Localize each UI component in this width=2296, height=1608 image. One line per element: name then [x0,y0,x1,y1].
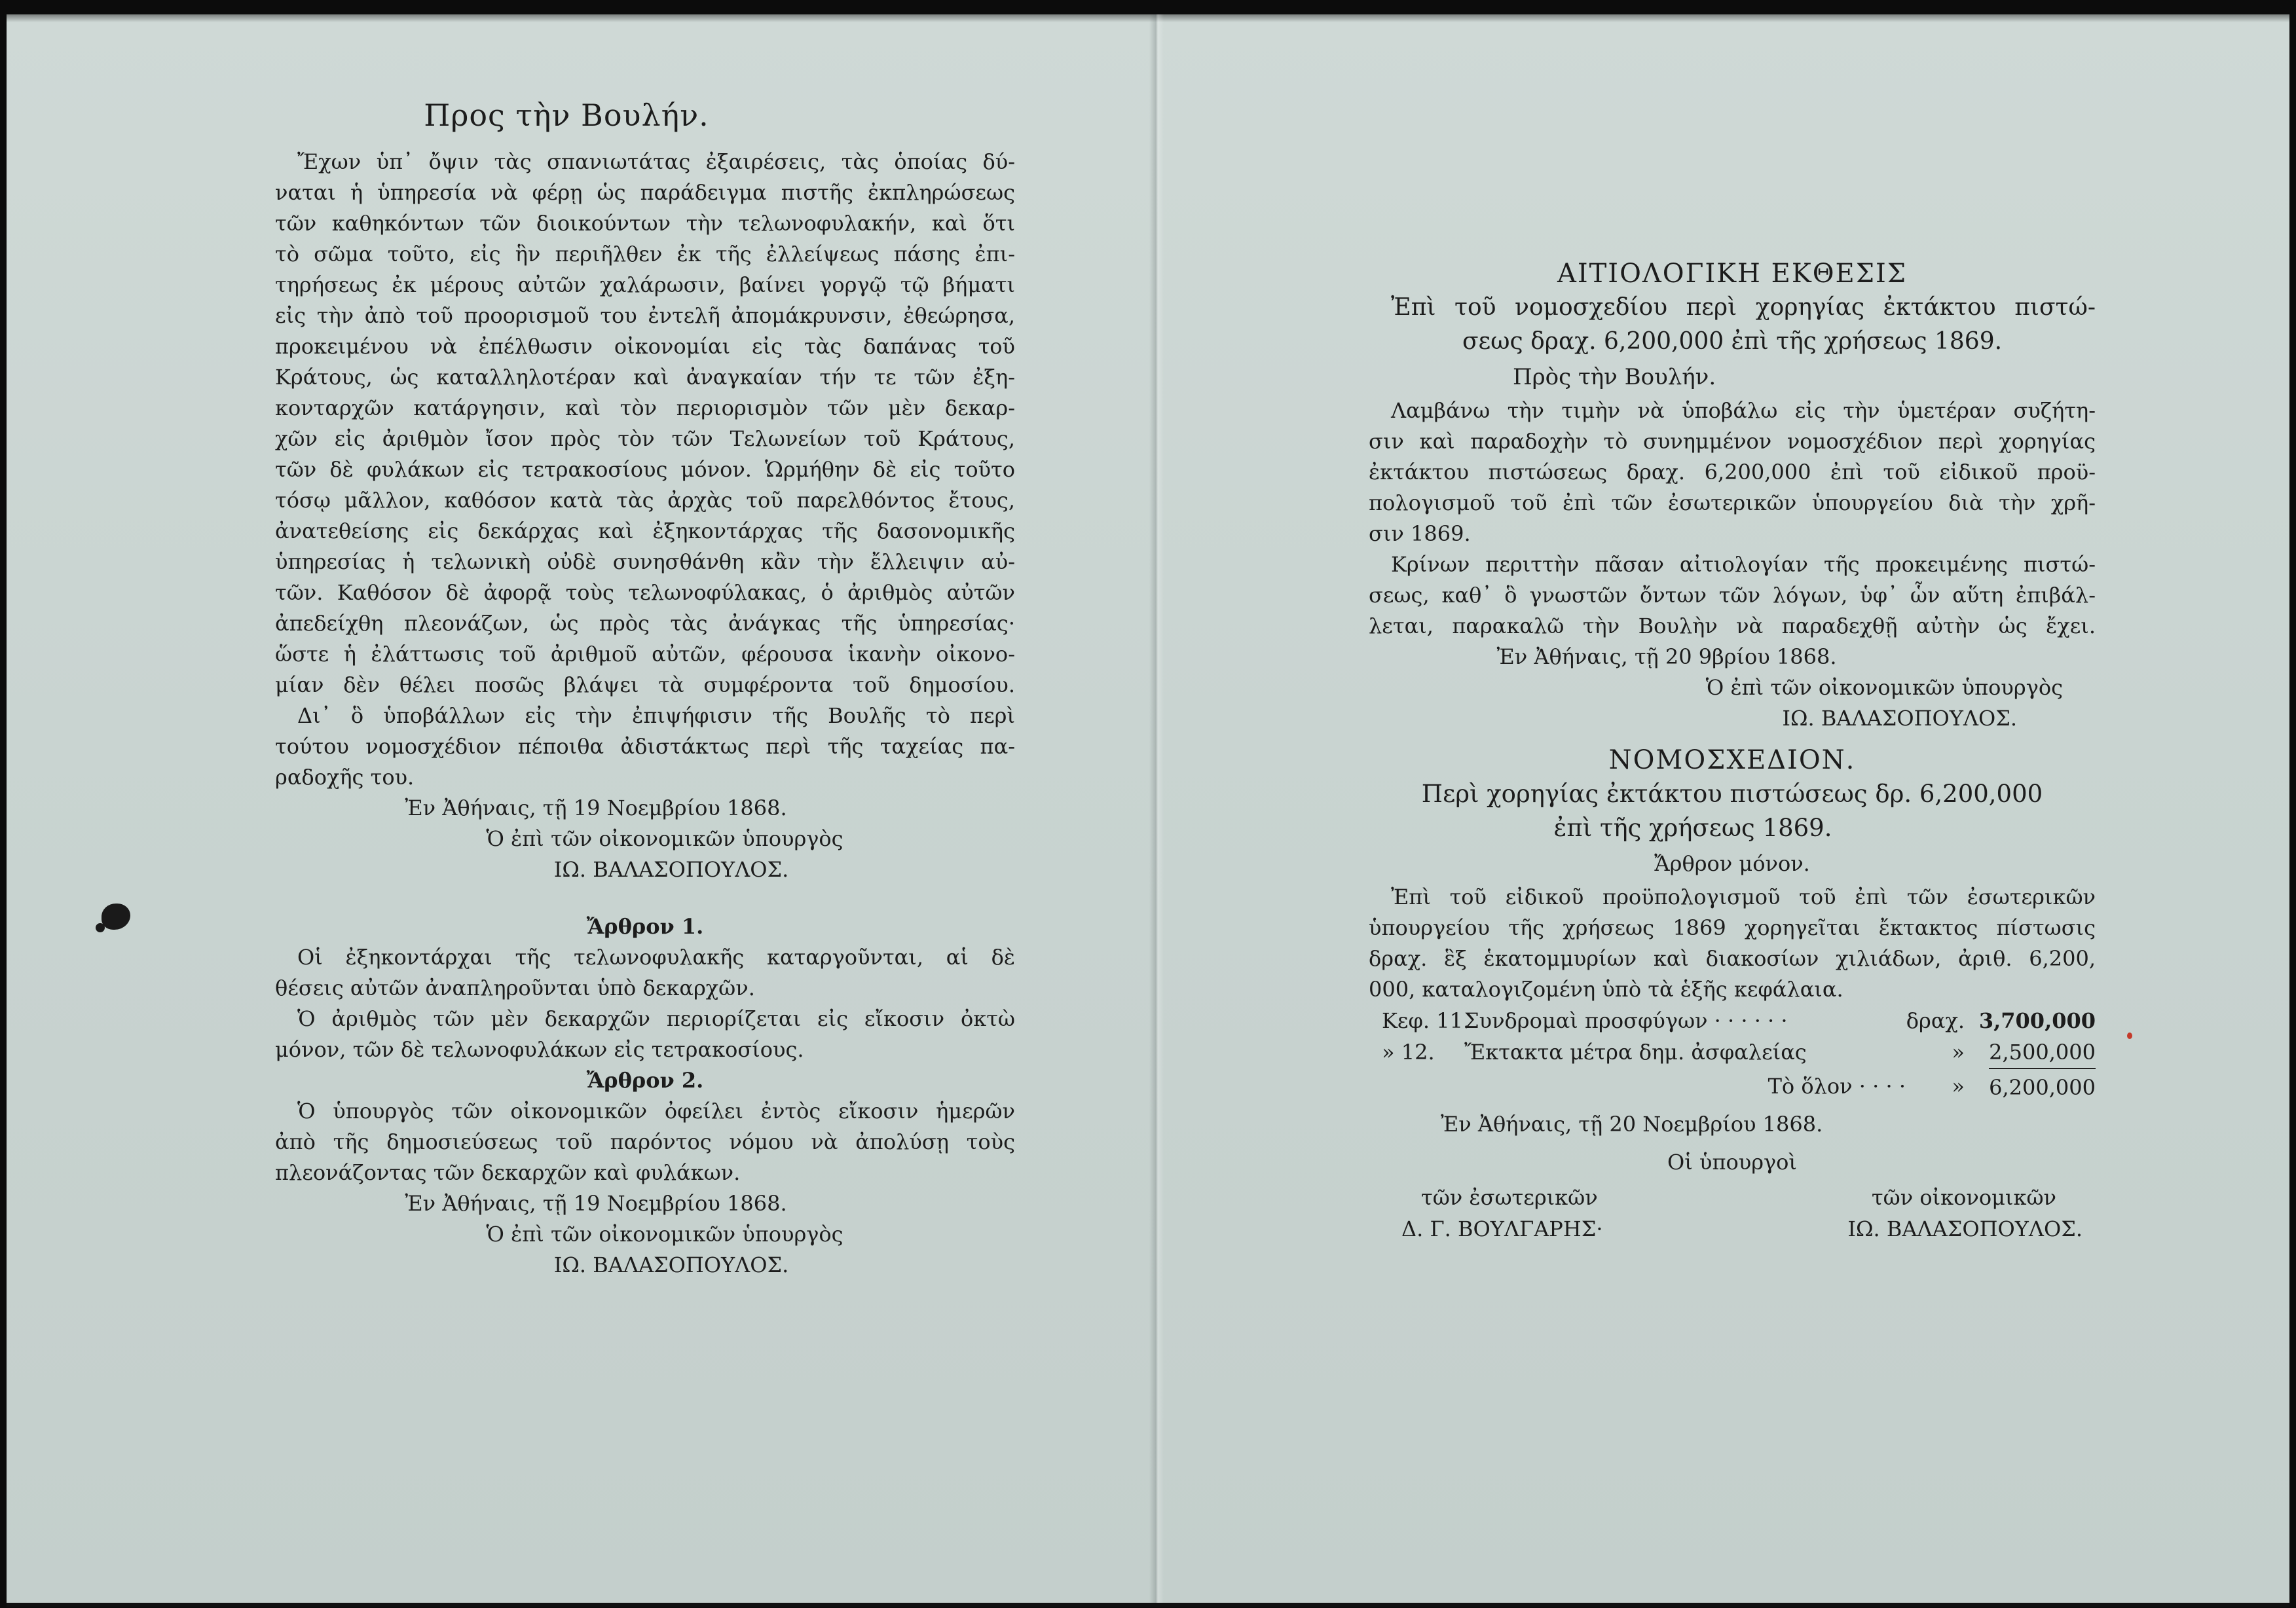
right-minister-title-1: Ὁ ἐπὶ τῶν οἰκονομικῶν ὑπουργὸς [1705,675,2063,700]
bill-title-line: ἐπὶ τῆς χρήσεως 1869. [1553,814,1832,842]
text-line: μίαν δὲν θέλει ποσῶς βλάψει τὰ συμφέροντα τοῦ δημοσίου. [275,672,1015,697]
table-row [1382,1005,2096,1036]
name-interior: Δ. Γ. ΒΟΥΛΓΑΡΗΣ· [1401,1216,1603,1241]
table-row [1382,1036,2096,1068]
ink-blot [102,904,130,930]
text-line: τῶν δὲ φυλάκων εἰς τετρακοσίους μόνον. Ὡρμήθην δὲ εἰς τοῦτο [275,457,1015,482]
text-line: τῶν. Καθόσον δὲ ἀφορᾷ τοὺς τελωνοφύλακας, ὁ ἀριθμὸς αὐτῶν [275,580,1015,605]
text-line: πολογισμοῦ τοῦ ἐπὶ τῶν ἐσωτερικῶν ὑπουργείου διὰ τὴν χρῆ- [1369,490,2096,515]
right-body2-paragraph [1369,549,2096,642]
ministry-finance: τῶν οἰκονομικῶν [1871,1185,2056,1210]
left-article-2-title: Ἄρθρον 2. [586,1068,704,1093]
left-minister-name-2: ΙΩ. ΒΑΛΑΣΟΠΟΥΛΟΣ. [553,1252,789,1277]
description-cell: Συνδρομαὶ προσφύγων · · · · · · [1464,1008,1788,1033]
text-line: ὑπηρεσίας ἡ τελωνικὴ οὐδὲ συνησθάνθη κἂν τὴν ἔλλειψιν αὐ- [275,549,1015,574]
right-subheading-line: Ἐπὶ τοῦ νομοσχεδίου περὶ χορηγίας ἐκτάκτου πιστώ- [1391,294,2096,321]
text-line: Δι᾽ ὃ ὑποβάλλων εἰς τὴν ἐπιψήφισιν τῆς Βουλῆς τὸ περὶ [297,703,1015,728]
left-minister-title-2: Ὁ ἐπὶ τῶν οἰκονομικῶν ὑπουργὸς [486,1222,843,1247]
text-line: ἀπὸ τῆς δημοσιεύσεως τοῦ παρόντος νόμου νὰ ἀπολύσῃ τοὺς [275,1129,1015,1154]
ministry-interior: τῶν ἐσωτερικῶν [1421,1185,1598,1210]
text-line: Κράτους, ὡς καταλληλοτέραν καὶ ἀναγκαίαν τήν τε τῶν ἐξη- [275,365,1015,390]
credit-table [1369,1005,2096,1106]
total-amount: 6,200,000 [1989,1068,2096,1106]
text-line: Οἱ ἐξηκοντάρχαι τῆς τελωνοφυλακῆς καταργοῦνται, αἱ δὲ [297,945,1015,970]
text-line: δραχ. ἓξ ἑκατομμυρίων καὶ διακοσίων χιλιάδων, ἀριθ. 6,200, [1369,946,2096,971]
text-line: ὥστε ἡ ἐλάττωσις τοῦ ἀριθμοῦ αὐτῶν, φέρουσα ἱκανὴν οἰκονο- [275,642,1015,667]
text-line: πλεονάζοντας τῶν δεκαρχῶν καὶ φυλάκων. [275,1160,741,1185]
unit-cell: δραχ. [1906,1008,1965,1033]
description-cell: Ἔκτακτα μέτρα δημ. ἀσφαλείας [1464,1040,1807,1065]
right-date-2: Ἐν Ἀθήναις, τῇ 20 Νοεμβρίου 1868. [1441,1112,1823,1137]
text-line: ὑπουργείου τῆς χρήσεως 1869 χορηγεῖται ἔκτακτος πίστωσις [1369,915,2096,940]
total-label: Τὸ ὅλον · · · · [1768,1074,1906,1099]
left-submit-paragraph [275,701,1015,793]
total-unit: » [1952,1074,1965,1099]
chapter-cell: Κεφ. 11. [1382,1008,1470,1033]
left-date-2: Ἐν Ἀθήναις, τῇ 19 Νοεμβρίου 1868. [405,1191,787,1216]
bill-article-title: Ἄρθρον μόνον. [1654,851,1810,876]
right-body-paragraph [1369,395,2096,549]
red-ink-mark [2127,1032,2132,1039]
right-minister-name-1: ΙΩ. ΒΑΛΑΣΟΠΟΥΛΟΣ. [1782,706,2017,731]
right-page [1369,257,2096,1245]
left-minister-title-1: Ὁ ἐπὶ τῶν οἰκονομικῶν ὑπουργὸς [486,826,843,851]
text-line: ἀπεδείχθη πλεονάζων, ὡς πρὸς τὰς ἀνάγκας τῆς ὑπηρεσίας· [275,611,1015,636]
chapter-cell: » 12. [1382,1040,1435,1065]
text-line: Λαμβάνω τὴν τιμὴν νὰ ὑποβάλω εἰς τὴν ὑμετέραν συζήτη- [1391,398,2096,423]
total-row [1382,1068,2096,1106]
text-line: τηρήσεως ἐκ μέρους αὐτῶν χαλάρωσιν, βαίνει γοργῷ τῷ βήματι [275,272,1015,297]
left-minister-name-1: ΙΩ. ΒΑΛΑΣΟΠΟΥΛΟΣ. [553,857,789,882]
text-line: τὸ σῶμα τοῦτο, εἰς ἣν περιῆλθεν ἐκ τῆς ἐλλείψεως πάσης ἐπι- [275,242,1015,266]
text-line: 000, καταλογιζομένη ὑπὸ τὰ ἑξῆς κεφάλαια. [1369,977,1843,1002]
text-line: Κρίνων περιττὴν πᾶσαν αἰτιολογίαν τῆς προκειμένης πιστώ- [1391,552,2096,577]
left-page [275,93,1015,1281]
text-line: Ὁ ὑπουργὸς τῶν οἰκονομικῶν ὀφείλει ἐντὸς εἴκοσιν ἡμερῶν [297,1099,1015,1124]
text-line: σεως, καθ᾽ ὃ γνωστῶν ὄντων τῶν λόγων, ὑφ᾽ ὧν αὕτη ἐπιβάλ- [1369,583,2096,608]
text-line: σιν 1869. [1369,521,1471,546]
right-subheading-line: σεως δραχ. 6,200,000 ἐπὶ τῆς χρήσεως 1869. [1462,328,2003,355]
right-heading: ΑΙΤΙΟΛΟΓΙΚΗ ΕΚΘΕΣΙΣ [1557,259,1908,289]
text-line: κονταρχῶν κατάργησιν, καὶ τὸν περιορισμὸν τῶν μὲν δεκαρ- [275,395,1015,420]
top-edge-shadow [7,14,2289,22]
text-line: λεται, παρακαλῶ τὴν Βουλὴν νὰ παραδεχθῇ αὐτὴν ὡς ἔχει. [1369,613,2096,638]
text-line: ἀνατεθείσης εἰς δεκάρχας καὶ ἐξηκοντάρχας τῆς δασονομικῆς [275,519,1015,543]
signatures-row [1369,1213,2096,1245]
text-line: τῶν καθηκόντων τῶν διοικούντων τὴν τελωνοφυλακήν, καὶ ὅτι [275,211,1015,236]
text-line: Ἐπὶ τοῦ εἰδικοῦ προϋπολογισμοῦ τοῦ ἐπὶ τῶν ἐσωτερικῶν [1391,885,2096,909]
document-sheet [7,14,2289,1607]
amount-cell: 2,500,000 [1989,1040,2096,1065]
text-line: ναται ἡ ὑπηρεσία νὰ φέρῃ ὡς παράδειγμα πιστῆς ἐκπληρώσεως [275,180,1015,205]
left-article-1-body [275,942,1015,1065]
unit-cell: » [1952,1040,1965,1065]
bill-heading: ΝΟΜΟΣΧΕΔΙΟΝ. [1608,745,1856,775]
center-fold [1149,14,1164,1603]
text-line: εἰς τὴν ἀπὸ τοῦ προορισμοῦ του ἐντελῆ ἀπομάκρυνσιν, ἐθεώρησα, [275,303,1015,328]
text-line: τούτου νομοσχέδιον πέποιθα ἀδιστάκτως περὶ τῆς ταχείας πα- [275,734,1015,759]
text-line: θέσεις αὐτῶν ἀναπληροῦνται ὑπὸ δεκαρχῶν. [275,976,755,1000]
amount-cell: 3,700,000 [1978,1008,2096,1033]
text-line: προκειμένου νὰ ἐπέλθωσιν οἰκονομίαι εἰς τὰς δαπάνας τοῦ [275,334,1015,359]
ministers-label: Οἱ ὑπουργοὶ [1667,1150,1797,1175]
bill-title-line: Περὶ χορηγίας ἐκτάκτου πιστώσεως δρ. 6,200,000 [1421,780,2043,808]
left-date-1: Ἐν Ἀθήναις, τῇ 19 Νοεμβρίου 1868. [405,795,787,820]
text-line: ἐκτάκτου πιστώσεως δραχ. 6,200,000 ἐπὶ τοῦ εἰδικοῦ προϋ- [1369,460,2096,484]
text-line: χῶν εἰς ἀριθμὸν ἴσον πρὸς τὸν τῶν Τελωνείων τοῦ Κράτους, [275,426,1015,451]
text-line: σιν καὶ παραδοχὴν τὸ συνημμένον νομοσχέδιον περὶ χορηγίας [1369,429,2096,454]
text-line: Ὁ ἀριθμὸς τῶν μὲν δεκαρχῶν περιορίζεται εἰς εἴκοσιν ὀκτὼ [297,1006,1015,1031]
ink-blot-small [96,923,105,932]
text-line: Ἔχων ὑπ᾽ ὄψιν τὰς σπανιωτάτας ἐξαιρέσεις, τὰς ὁποίας δύ- [297,149,1015,174]
ministries-row [1369,1182,2096,1213]
text-line: ραδοχῆς του. [275,765,415,790]
left-article-1-title: Ἄρθρον 1. [586,914,704,939]
right-date-1: Ἐν Ἀθήναις, τῇ 20 9βρίου 1868. [1496,644,1837,669]
text-line: μόνον, τῶν δὲ τελωνοφυλάκων εἰς τετρακοσίους. [275,1037,804,1062]
text-line: τόσῳ μᾶλλον, καθόσον κατὰ τὰς ἀρχὰς τοῦ παρελθόντος ἔτους, [275,488,1015,513]
left-intro-paragraph [275,147,1015,701]
name-finance: ΙΩ. ΒΑΛΑΣΟΠΟΥΛΟΣ. [1847,1216,2083,1241]
bill-article-body [1369,882,2096,1005]
left-heading: Προς τὴν Βουλήν. [424,98,709,133]
right-address: Πρὸς τὴν Βουλήν. [1513,364,1716,390]
left-article-2-body [275,1096,1015,1188]
